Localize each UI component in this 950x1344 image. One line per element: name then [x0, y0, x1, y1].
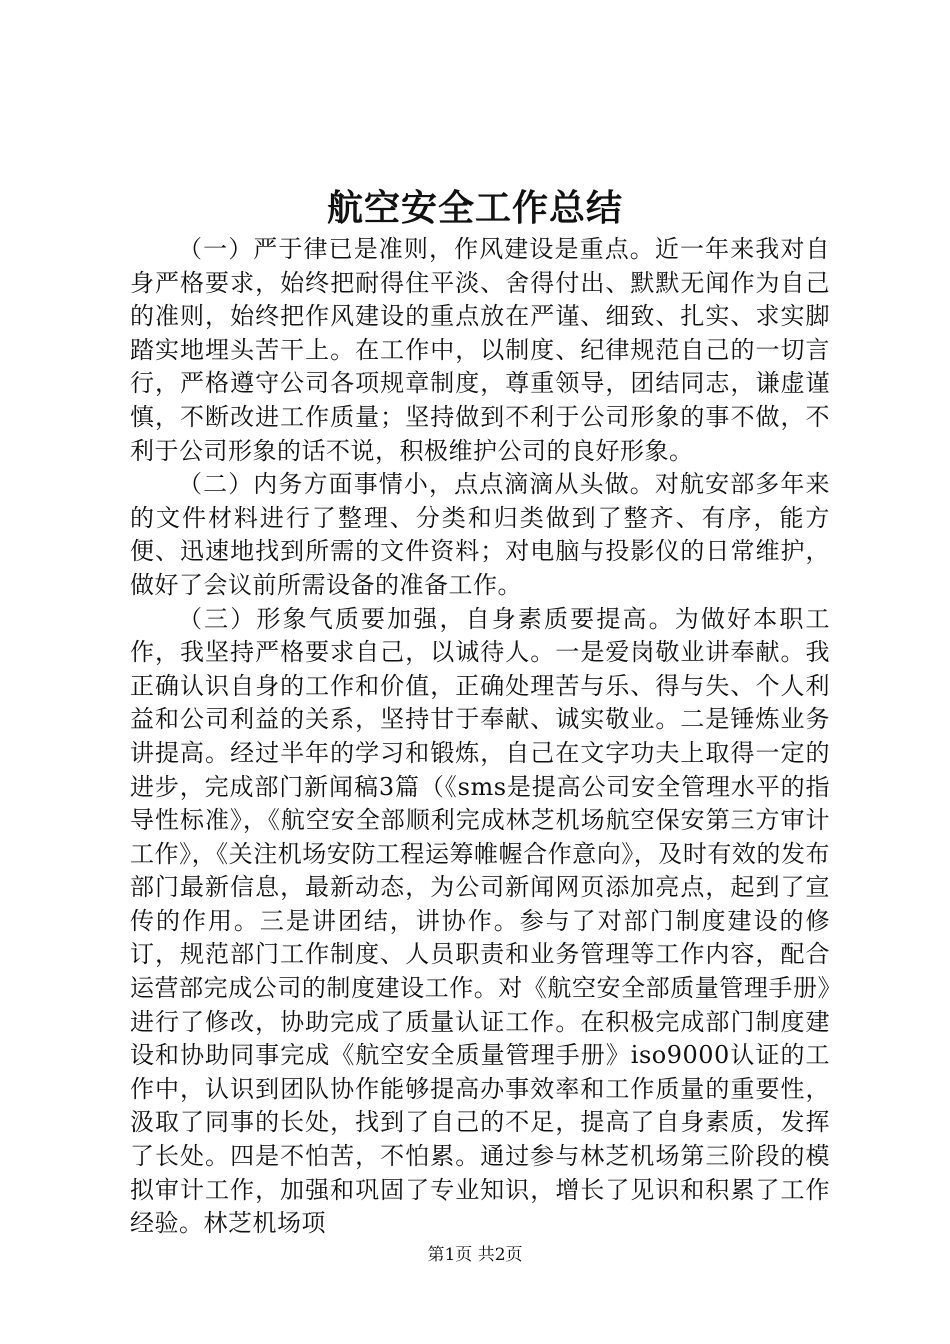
- paragraph-2: （二）内务方面事情小，点点滴滴从头做。对航安部多年来的文件材料进行了整理、分类和归类做到了整齐、有序，能方便、迅速地找到所需的文件资料；对电脑与投影仪的日常维护，做好了会议前所需设备的准备工作。: [130, 470, 830, 599]
- page-footer: 第1页 共2页: [427, 1245, 523, 1265]
- paragraph-3: （三）形象气质要加强，自身素质要提高。为做好本职工作，我坚持严格要求自己，以诚待人。一是爱岗敬业讲奉献。我正确认识自身的工作和价值，正确处理苦与乐、得与失、个人利益和公司利益的关系，坚持甘于奉献、诚实敬业。二是锤炼业务讲提高。经过半年的学习和锻炼，自己在文字功夫上取得一定的进步，完成部门新闻稿3篇（《sms是提高公司安全管理水平的指导性标准》，《航空安全部顺利完成林芝机场航空保安第三方审计工作》，《关注机场安防工程运筹帷幄合作意向》，及时有效的发布部门最新信息，最新动态，为公司新闻网页添加亮点，起到了宣传的作用。三是讲团结，讲协作。参与了对部门制度建设的修订，规范部门工作制度、人员职责和业务管理等工作内容，配合运营部完成公司的制度建设工作。对《航空安全部质量管理手册》进行了修改，协助完成了质量认证工作。在积极完成部门制度建设和协助同事完成《航空安全质量管理手册》iso9000认证的工作中，认识到团队协作能够提高办事效率和工作质量的重要性，汲取了同事的长处，找到了自己的不足，提高了自身素质，发挥了长处。四是不怕苦，不怕累。通过参与林芝机场第三阶段的模拟审计工作，加强和巩固了专业知识，增长了见识和积累了工作经验。林芝机场项: [130, 604, 830, 1238]
- paragraph-1: （一）严于律已是准则，作风建设是重点。近一年来我对自身严格要求，始终把耐得住平淡、舍得付出、默默无闻作为自己的准则，始终把作风建设的重点放在严谨、细致、扎实、求实脚踏实地埋头苦干上。在工作中，以制度、纪律规范自己的一切言行，严格遵守公司各项规章制度，尊重领导，团结同志，谦虚谨慎，不断改进工作质量；坚持做到不利于公司形象的事不做，不利于公司形象的话不说，积极维护公司的良好形象。: [130, 235, 830, 465]
- document-body: [130, 233, 830, 1241]
- document-title: 航空安全工作总结: [326, 187, 623, 229]
